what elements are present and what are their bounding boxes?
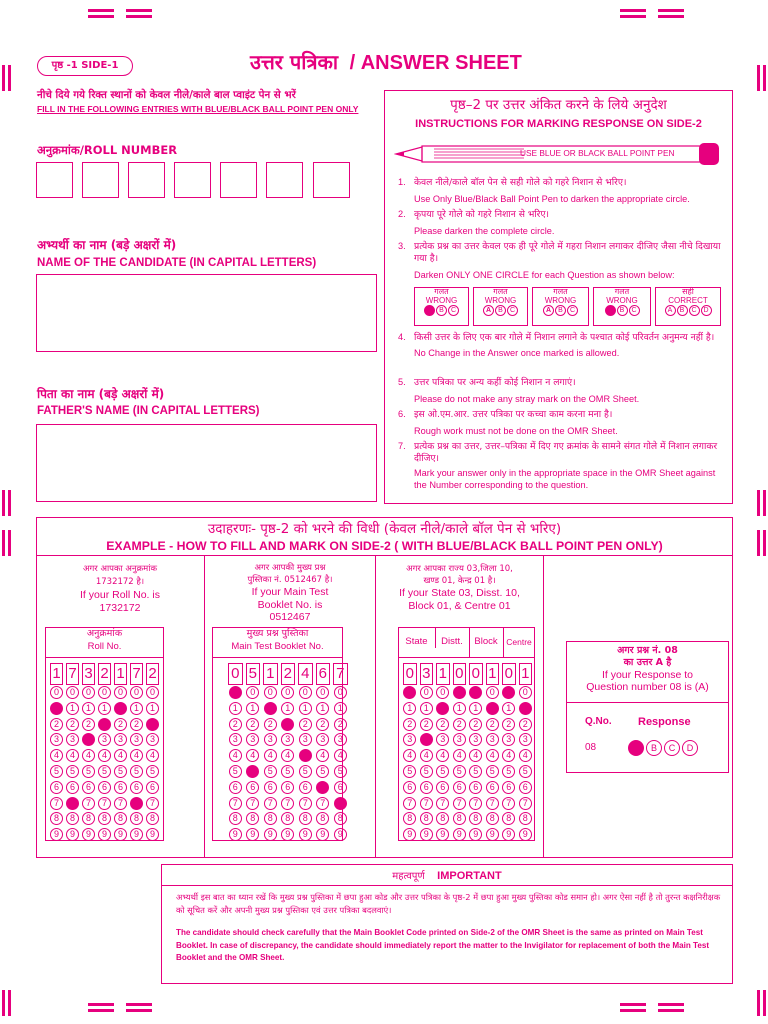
state-bubble[interactable]: 4	[420, 749, 433, 762]
booklet-bubble[interactable]: 7	[264, 797, 277, 810]
roll-bubble[interactable]: 8	[130, 812, 143, 825]
state-bubble[interactable]: 9	[519, 828, 532, 841]
roll-number-box[interactable]	[128, 162, 165, 198]
state-bubble[interactable]: 8	[403, 812, 416, 825]
roll-bubble[interactable]: 8	[50, 812, 63, 825]
roll-bubble[interactable]: 3	[66, 733, 79, 746]
state-bubble[interactable]: 2	[519, 718, 532, 731]
booklet-bubble[interactable]: 3	[264, 733, 277, 746]
roll-bubble[interactable]: 0	[82, 686, 95, 699]
example-wrong-4: गलत WRONG A B C	[593, 287, 651, 326]
roll-number-box[interactable]	[174, 162, 211, 198]
state-bubble[interactable]: 5	[403, 765, 416, 778]
state-bubble[interactable]: 4	[502, 749, 515, 762]
state-bubble[interactable]: 3	[436, 733, 449, 746]
state-bubble[interactable]: 1	[403, 702, 416, 715]
booklet-bubble[interactable]: 0	[246, 686, 259, 699]
booklet-bubble[interactable]: 8	[264, 812, 277, 825]
booklet-bubble[interactable]: 7	[299, 797, 312, 810]
state-bubble[interactable]: 6	[436, 781, 449, 794]
roll-bubble[interactable]: 6	[146, 781, 159, 794]
state-bubble[interactable]: 7	[519, 797, 532, 810]
roll-bubble[interactable]: 9	[114, 828, 127, 841]
booklet-bubble[interactable]: 3	[316, 733, 329, 746]
roll-digit[interactable]: 3	[82, 663, 95, 685]
roll-digit[interactable]: 7	[130, 663, 143, 685]
roll-bubble[interactable]: 6	[114, 781, 127, 794]
roll-bubble[interactable]: 7	[50, 797, 63, 810]
roll-bubble[interactable]: 1	[82, 702, 95, 715]
booklet-example-text: अगर आपकी मुख्य प्रश्न पुस्तिका नं. 0512467 है। If your Main Test Booklet No. is 0512467	[247, 563, 333, 623]
booklet-digit[interactable]: 0	[228, 663, 243, 685]
booklet-bubble[interactable]: 9	[264, 828, 277, 841]
roll-bubble[interactable]: 0	[98, 686, 111, 699]
booklet-bubble[interactable]: 3	[299, 733, 312, 746]
state-bubble[interactable]: 8	[486, 812, 499, 825]
state-bubble[interactable]: 4	[469, 749, 482, 762]
state-bubble[interactable]: 2	[453, 718, 466, 731]
candidate-name-label-english: NAME OF THE CANDIDATE (IN CAPITAL LETTERS)	[37, 257, 317, 269]
roll-bubble[interactable]: 2	[130, 718, 143, 731]
side-label: पृष्ठ -1 SIDE-1	[37, 56, 133, 76]
example-heading-hindi: उदाहरणः- पृष्ठ-2 को भरने की विधी (केवल नीले/काले बॉल पेन से भरिए)	[207, 521, 562, 537]
state-bubble[interactable]: 2	[403, 718, 416, 731]
roll-digit[interactable]: 1	[114, 663, 127, 685]
fill-instruction-english: FILL IN THE FOLLOWING ENTRIES WITH BLUE/BLACK BALL POINT PEN ONLY	[37, 104, 359, 114]
state-digit[interactable]: 1	[486, 663, 500, 685]
booklet-bubble[interactable]: 9	[334, 828, 347, 841]
state-bubble[interactable]: 3	[453, 733, 466, 746]
roll-digit[interactable]: 2	[98, 663, 111, 685]
state-bubble[interactable]: 3	[403, 733, 416, 746]
booklet-bubble[interactable]: 5	[334, 765, 347, 778]
booklet-digit[interactable]: 7	[333, 663, 348, 685]
state-bubble[interactable]: 1	[502, 702, 515, 715]
booklet-bubble[interactable]: 2	[334, 718, 347, 731]
roll-bubble[interactable]: 4	[98, 749, 111, 762]
instructions-heading-english: INSTRUCTIONS FOR MARKING RESPONSE ON SIDE-2	[415, 118, 702, 130]
roll-bubble[interactable]: 5	[50, 765, 63, 778]
state-bubble[interactable]: 8	[502, 812, 515, 825]
roll-number-box[interactable]	[82, 162, 119, 198]
state-bubble[interactable]: 3	[519, 733, 532, 746]
state-bubble[interactable]: 2	[486, 718, 499, 731]
state-bubble[interactable]: 6	[420, 781, 433, 794]
booklet-bubble[interactable]: 1	[229, 702, 242, 715]
booklet-bubble[interactable]: 1	[299, 702, 312, 715]
booklet-digit[interactable]: 4	[298, 663, 313, 685]
roll-example-text: अगर आपका अनुक्रमांक 1732172 है। If your Roll No. is 1732172	[80, 564, 160, 614]
state-bubble[interactable]: 3	[469, 733, 482, 746]
state-digit[interactable]: 1	[436, 663, 450, 685]
state-bubble[interactable]: 8	[519, 812, 532, 825]
state-bubble[interactable]: 3	[486, 733, 499, 746]
roll-bubble[interactable]: 4	[66, 749, 79, 762]
roll-bubble[interactable]: 9	[82, 828, 95, 841]
roll-bubble[interactable]: 9	[50, 828, 63, 841]
state-bubble[interactable]: 7	[469, 797, 482, 810]
roll-bubble[interactable]: 5	[130, 765, 143, 778]
state-bubble[interactable]: 2	[502, 718, 515, 731]
roll-bubble[interactable]: 1	[98, 702, 111, 715]
booklet-digit[interactable]: 5	[246, 663, 261, 685]
state-digit[interactable]: 0	[453, 663, 467, 685]
roll-bubble[interactable]: 6	[130, 781, 143, 794]
booklet-bubble[interactable]: 5	[264, 765, 277, 778]
state-bubble[interactable]: 9	[469, 828, 482, 841]
booklet-bubble[interactable]: 4	[281, 749, 294, 762]
state-bubble[interactable]: 5	[453, 765, 466, 778]
roll-bubble[interactable]: 5	[114, 765, 127, 778]
booklet-bubble[interactable]: 7	[281, 797, 294, 810]
state-bubble[interactable]: 0	[502, 686, 515, 699]
booklet-bubble[interactable]: 0	[334, 686, 347, 699]
father-name-field[interactable]	[36, 424, 377, 502]
state-bubble[interactable]: 0	[486, 686, 499, 699]
booklet-bubble[interactable]: 9	[281, 828, 294, 841]
booklet-bubble[interactable]: 5	[316, 765, 329, 778]
example-heading-english: EXAMPLE - HOW TO FILL AND MARK ON SIDE-2 ( WITH BLUE/BLACK BALL POINT PEN ONLY)	[106, 539, 663, 553]
father-name-label-english: FATHER'S NAME (IN CAPITAL LETTERS)	[37, 405, 260, 417]
booklet-bubble[interactable]: 9	[299, 828, 312, 841]
state-bubble[interactable]: 7	[502, 797, 515, 810]
roll-bubble[interactable]: 0	[66, 686, 79, 699]
booklet-bubble[interactable]: 6	[229, 781, 242, 794]
state-bubble[interactable]: 8	[436, 812, 449, 825]
state-bubble[interactable]: 9	[502, 828, 515, 841]
booklet-bubble[interactable]: 4	[264, 749, 277, 762]
roll-bubble[interactable]: 2	[82, 718, 95, 731]
roll-bubble[interactable]: 1	[50, 702, 63, 715]
instructions-heading-hindi: पृष्ठ–2 पर उत्तर अंकित करने के लिये अनुदेश	[450, 97, 667, 113]
booklet-bubble[interactable]: 2	[264, 718, 277, 731]
roll-bubble[interactable]: 8	[146, 812, 159, 825]
roll-bubble[interactable]: 6	[82, 781, 95, 794]
bubble-b: B	[646, 740, 662, 756]
state-digit[interactable]: 0	[469, 663, 483, 685]
state-bubble[interactable]: 1	[436, 702, 449, 715]
booklet-bubble[interactable]: 0	[229, 686, 242, 699]
roll-bubble[interactable]: 9	[66, 828, 79, 841]
booklet-bubble[interactable]: 4	[299, 749, 312, 762]
booklet-bubble[interactable]: 0	[299, 686, 312, 699]
roll-bubble[interactable]: 5	[66, 765, 79, 778]
roll-bubble[interactable]: 5	[146, 765, 159, 778]
roll-bubble[interactable]: 4	[130, 749, 143, 762]
booklet-bubble[interactable]: 5	[229, 765, 242, 778]
candidate-name-field[interactable]	[36, 274, 377, 352]
roll-bubble[interactable]: 4	[50, 749, 63, 762]
roll-bubble[interactable]: 1	[130, 702, 143, 715]
state-bubble[interactable]: 7	[436, 797, 449, 810]
example-wrong-3: गलत WRONG A B C	[532, 287, 589, 326]
roll-bubble[interactable]: 9	[146, 828, 159, 841]
roll-bubble[interactable]: 2	[66, 718, 79, 731]
state-bubble[interactable]: 3	[502, 733, 515, 746]
roll-number-box[interactable]	[266, 162, 303, 198]
state-bubble[interactable]: 2	[469, 718, 482, 731]
roll-bubble[interactable]: 7	[82, 797, 95, 810]
booklet-bubble[interactable]: 5	[281, 765, 294, 778]
state-example-text: अगर आपका राज्य 03,जिला 10, खण्ड 01, केन्द्र 01 है। If your State 03, Disst. 10, Block 01, & Centre 01	[399, 564, 520, 612]
state-bubble[interactable]: 9	[453, 828, 466, 841]
state-bubble[interactable]: 8	[420, 812, 433, 825]
booklet-bubble[interactable]: 6	[299, 781, 312, 794]
state-bubble[interactable]: 9	[486, 828, 499, 841]
state-example-header: State Distt. Block Centre	[398, 627, 535, 658]
roll-bubble[interactable]: 1	[66, 702, 79, 715]
state-bubble[interactable]: 6	[403, 781, 416, 794]
state-bubble[interactable]: 3	[420, 733, 433, 746]
state-bubble[interactable]: 2	[420, 718, 433, 731]
booklet-bubble[interactable]: 8	[229, 812, 242, 825]
state-bubble[interactable]: 7	[420, 797, 433, 810]
booklet-bubble[interactable]: 8	[316, 812, 329, 825]
state-bubble[interactable]: 6	[502, 781, 515, 794]
state-bubble[interactable]: 4	[486, 749, 499, 762]
state-bubble[interactable]: 5	[502, 765, 515, 778]
roll-bubble[interactable]: 3	[50, 733, 63, 746]
response-example-header: अगर प्रश्न नं. 08 का उत्तर A है If your Response to Question number 08 is (A)	[566, 641, 729, 703]
instruction-item-5: 5. उत्तर पत्रिका पर अन्य कहीं कोई निशान न लगाएं। Please do not make any stray mark on the OMR Sheet.	[398, 377, 640, 404]
booklet-bubble[interactable]: 7	[246, 797, 259, 810]
state-bubble[interactable]: 0	[403, 686, 416, 699]
booklet-bubble[interactable]: 2	[229, 718, 242, 731]
state-bubble[interactable]: 6	[486, 781, 499, 794]
bubble-a-filled	[628, 740, 644, 756]
booklet-bubble[interactable]: 6	[246, 781, 259, 794]
important-text-hindi: अभ्यर्थी इस बात का ध्यान रखें कि मुख्य प्रश्न पुस्तिका में छपा हुआ कोड और उत्तर पत्रिका के पृष्ठ-2 में छपा हुआ मुख्य पुस्तिका कोड समान हो। अगर ऐसा नहीं है तो तुरन्त कक्षनिरीक्षक को सूचित करें और अपनी मुख्य प्रश्न पुस्तिका एवं उत्तर पत्रिका बदलवाएं।	[176, 892, 721, 915]
roll-bubble[interactable]: 6	[66, 781, 79, 794]
state-bubble[interactable]: 7	[486, 797, 499, 810]
roll-bubble[interactable]: 7	[130, 797, 143, 810]
example-wrong-1: गलत WRONG A B C	[414, 287, 469, 326]
state-bubble[interactable]: 0	[519, 686, 532, 699]
roll-number-label: अनुक्रमांक/ROLL NUMBER	[37, 143, 178, 157]
booklet-bubble[interactable]: 0	[316, 686, 329, 699]
roll-bubble[interactable]: 4	[146, 749, 159, 762]
roll-bubble[interactable]: 5	[82, 765, 95, 778]
state-bubble[interactable]: 1	[453, 702, 466, 715]
roll-bubble[interactable]: 7	[114, 797, 127, 810]
roll-bubble[interactable]: 1	[146, 702, 159, 715]
state-bubble[interactable]: 5	[436, 765, 449, 778]
booklet-bubble[interactable]: 1	[264, 702, 277, 715]
father-name-label-hindi: पिता का नाम (बड़े अक्षरों में)	[37, 387, 165, 401]
state-bubble[interactable]: 1	[469, 702, 482, 715]
instruction-item-6: 6. इस ओ.एम.आर. उत्तर पत्रिका पर कच्चा काम करना मना है। Rough work must not be done on the OMR Sheet.	[398, 409, 618, 436]
booklet-bubble[interactable]: 5	[299, 765, 312, 778]
state-bubble[interactable]: 7	[453, 797, 466, 810]
roll-number-box[interactable]	[36, 162, 73, 198]
roll-bubble[interactable]: 9	[130, 828, 143, 841]
state-bubble[interactable]: 6	[469, 781, 482, 794]
booklet-bubble[interactable]: 8	[334, 812, 347, 825]
roll-number-box[interactable]	[220, 162, 257, 198]
state-digit[interactable]: 1	[519, 663, 533, 685]
state-bubble[interactable]: 9	[420, 828, 433, 841]
example-wrong-2: गलत WRONG A B C	[473, 287, 528, 326]
booklet-digit[interactable]: 6	[316, 663, 331, 685]
state-bubble[interactable]: 7	[403, 797, 416, 810]
state-bubble[interactable]: 4	[453, 749, 466, 762]
state-bubble[interactable]: 9	[436, 828, 449, 841]
booklet-bubble[interactable]: 4	[334, 749, 347, 762]
bubble-c: C	[664, 740, 680, 756]
roll-digit[interactable]: 1	[50, 663, 63, 685]
state-bubble[interactable]: 8	[453, 812, 466, 825]
roll-bubble[interactable]: 7	[98, 797, 111, 810]
state-bubble[interactable]: 8	[469, 812, 482, 825]
page-title	[250, 48, 522, 75]
booklet-bubble[interactable]: 3	[334, 733, 347, 746]
booklet-bubble[interactable]: 1	[316, 702, 329, 715]
state-bubble[interactable]: 9	[403, 828, 416, 841]
title-english: ANSWER SHEET	[360, 52, 522, 74]
booklet-bubble[interactable]: 8	[299, 812, 312, 825]
instruction-item-3: 3. प्रत्येक प्रश्न का उत्तर केवल एक ही पूरे गोले में गहरा निशान लगाकर दीजिए जैसा नीचे दिखाया गया है। Darken ONLY ONE CIRCLE for each Question as shown below:	[398, 241, 721, 280]
important-heading: महत्वपूर्ण IMPORTANT	[162, 865, 732, 886]
booklet-bubble[interactable]: 1	[246, 702, 259, 715]
booklet-digit[interactable]: 2	[281, 663, 296, 685]
instruction-item-2: 2. कृपया पूरे गोले को गहरे निशान से भरिए। Please darken the complete circle.	[398, 209, 555, 236]
roll-bubble[interactable]: 4	[114, 749, 127, 762]
response-label: Response	[638, 716, 691, 728]
state-digit[interactable]: 3	[420, 663, 434, 685]
state-bubble[interactable]: 5	[486, 765, 499, 778]
state-bubble[interactable]: 2	[436, 718, 449, 731]
booklet-bubble[interactable]: 0	[281, 686, 294, 699]
booklet-bubble[interactable]: 5	[246, 765, 259, 778]
instruction-item-4: 4. किसी उत्तर के लिए एक बार गोले में निशान लगाने के पश्चात कोई परिवर्तन अनुमन्य नहीं है। No Change in the Answer once marked is allowed.	[398, 332, 715, 358]
booklet-bubble[interactable]: 9	[246, 828, 259, 841]
state-bubble[interactable]: 0	[436, 686, 449, 699]
fill-instruction-hindi: नीचे दिये गये रिक्त स्थानों को केवल नीले/काले बाल प्वाइंट पेन से भरें	[37, 89, 296, 101]
state-bubble[interactable]: 1	[420, 702, 433, 715]
state-bubble[interactable]: 0	[420, 686, 433, 699]
state-bubble[interactable]: 4	[519, 749, 532, 762]
booklet-bubble[interactable]: 2	[246, 718, 259, 731]
roll-bubble[interactable]: 1	[114, 702, 127, 715]
roll-bubble[interactable]: 4	[82, 749, 95, 762]
state-bubble[interactable]: 4	[403, 749, 416, 762]
example-correct: सही CORRECT A B C D	[655, 287, 721, 326]
roll-bubble[interactable]: 2	[50, 718, 63, 731]
booklet-bubble[interactable]: 3	[246, 733, 259, 746]
booklet-bubble[interactable]: 9	[229, 828, 242, 841]
roll-number-box[interactable]	[313, 162, 350, 198]
booklet-bubble[interactable]: 6	[281, 781, 294, 794]
state-bubble[interactable]: 5	[420, 765, 433, 778]
roll-bubble[interactable]: 5	[98, 765, 111, 778]
instruction-item-1: 1. केवल नीले/काले बॉल पेन से सही गोले को गहरे निशान से भरिए। Use Only Blue/Black Ball Point Pen to darken the appropriate circle.	[398, 177, 690, 204]
roll-bubble[interactable]: 3	[114, 733, 127, 746]
roll-bubble[interactable]: 2	[114, 718, 127, 731]
booklet-bubble[interactable]: 6	[264, 781, 277, 794]
booklet-bubble[interactable]: 0	[264, 686, 277, 699]
important-text-english: The candidate should check carefully that the Main Booklet Code printed on Side-2 of the OMR Sheet is the same as printed on Main Test Booklet. In case of discrepancy, the candidate should immediately report the matter to the Invigilator for replacement of both the Main Test Booklet and the OMR Sheet.	[176, 928, 710, 962]
roll-bubble[interactable]: 3	[130, 733, 143, 746]
booklet-bubble[interactable]: 6	[334, 781, 347, 794]
roll-bubble[interactable]: 7	[146, 797, 159, 810]
booklet-bubble[interactable]: 7	[334, 797, 347, 810]
roll-bubble[interactable]: 0	[114, 686, 127, 699]
booklet-bubble[interactable]: 2	[299, 718, 312, 731]
state-bubble[interactable]: 0	[469, 686, 482, 699]
booklet-bubble[interactable]: 6	[316, 781, 329, 794]
booklet-bubble[interactable]: 7	[229, 797, 242, 810]
bubble-d: D	[682, 740, 698, 756]
booklet-bubble[interactable]: 8	[246, 812, 259, 825]
pen-text: USE BLUE OR BLACK BALL POINT PEN	[520, 148, 675, 158]
roll-digit[interactable]: 2	[146, 663, 159, 685]
state-example-grid	[398, 627, 535, 841]
booklet-bubble[interactable]: 1	[281, 702, 294, 715]
roll-bubble[interactable]: 6	[98, 781, 111, 794]
roll-bubble[interactable]: 0	[50, 686, 63, 699]
booklet-digit[interactable]: 1	[263, 663, 278, 685]
booklet-bubble[interactable]: 2	[316, 718, 329, 731]
roll-bubble[interactable]: 2	[98, 718, 111, 731]
roll-bubble[interactable]: 8	[82, 812, 95, 825]
booklet-bubble[interactable]: 2	[281, 718, 294, 731]
state-bubble[interactable]: 1	[519, 702, 532, 715]
roll-bubble[interactable]: 3	[98, 733, 111, 746]
booklet-bubble[interactable]: 3	[229, 733, 242, 746]
roll-example-header: अनुक्रमांक Roll No.	[45, 627, 164, 658]
state-bubble[interactable]: 5	[469, 765, 482, 778]
example-divider-3	[543, 556, 544, 858]
state-bubble[interactable]: 1	[486, 702, 499, 715]
booklet-bubble[interactable]: 4	[246, 749, 259, 762]
roll-bubble[interactable]: 3	[82, 733, 95, 746]
candidate-name-label-hindi: अभ्यर्थी का नाम (बड़े अक्षरों में)	[37, 238, 177, 252]
booklet-bubble[interactable]: 9	[316, 828, 329, 841]
booklet-bubble[interactable]: 3	[281, 733, 294, 746]
instruction-item-7: 7. प्रत्येक प्रश्न का उत्तर, उत्तर–पत्रिका में दिए गए क्रमांक के सामने संगत गोले में निशान लगाकर दीजिए। Mark your answer only in the appropriate space in the OMR Sheet against the Number corresponding to the question.	[398, 441, 718, 490]
booklet-bubble[interactable]: 1	[334, 702, 347, 715]
booklet-bubble[interactable]: 4	[316, 749, 329, 762]
roll-bubble[interactable]: 8	[98, 812, 111, 825]
roll-bubble[interactable]: 9	[98, 828, 111, 841]
roll-bubble[interactable]: 3	[146, 733, 159, 746]
title-separator: /	[349, 52, 356, 74]
title-hindi: उत्तर पत्रिका	[250, 50, 339, 74]
booklet-bubble[interactable]: 4	[229, 749, 242, 762]
roll-bubble[interactable]: 8	[66, 812, 79, 825]
roll-bubble[interactable]: 0	[146, 686, 159, 699]
roll-bubble[interactable]: 0	[130, 686, 143, 699]
booklet-bubble[interactable]: 7	[316, 797, 329, 810]
roll-bubble[interactable]: 8	[114, 812, 127, 825]
state-bubble[interactable]: 6	[453, 781, 466, 794]
booklet-bubble[interactable]: 8	[281, 812, 294, 825]
state-bubble[interactable]: 6	[519, 781, 532, 794]
qno-value: 08	[585, 742, 597, 753]
state-digit[interactable]: 0	[502, 663, 516, 685]
state-bubble[interactable]: 5	[519, 765, 532, 778]
state-bubble[interactable]: 0	[453, 686, 466, 699]
roll-bubble[interactable]: 2	[146, 718, 159, 731]
qno-label: Q.No.	[585, 716, 612, 727]
state-bubble[interactable]: 4	[436, 749, 449, 762]
roll-bubble[interactable]: 6	[50, 781, 63, 794]
state-digit[interactable]: 0	[403, 663, 417, 685]
roll-digit[interactable]: 7	[66, 663, 79, 685]
roll-bubble[interactable]: 7	[66, 797, 79, 810]
booklet-example-header: मुख्य प्रश्न पुस्तिका Main Test Booklet No.	[212, 627, 343, 658]
